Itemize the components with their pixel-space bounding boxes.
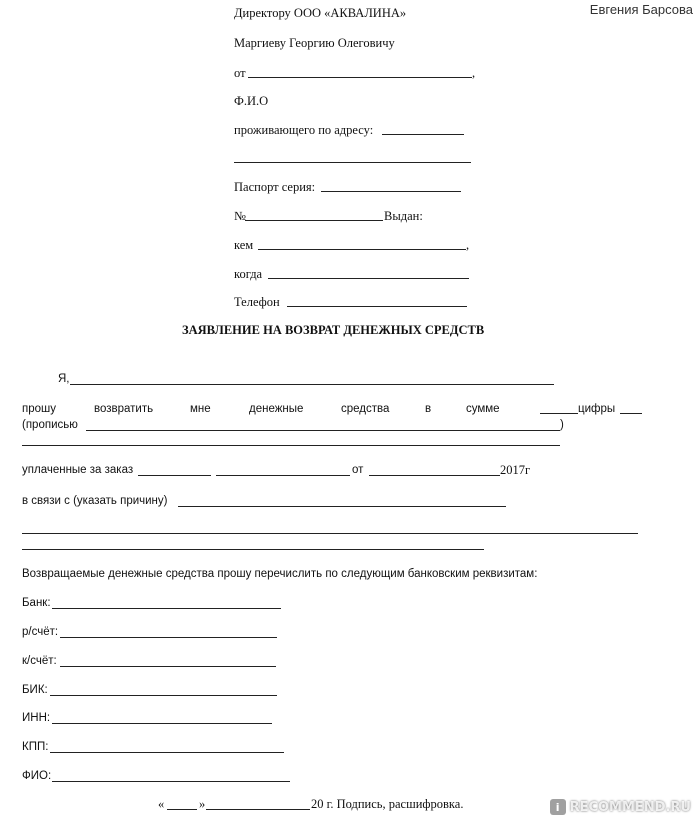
bik-label: БИК:: [22, 684, 48, 696]
by-whom-comma: ,: [466, 238, 470, 252]
recommend-logo-icon: i: [550, 799, 566, 815]
order-number-line: [138, 475, 211, 476]
addressee-director: Директору ООО «АКВАЛИНА»: [234, 6, 407, 20]
phone-label: Телефон: [234, 295, 280, 309]
footer-signature-text: 20 г. Подпись, расшифровка.: [311, 797, 464, 811]
i-label: Я,: [58, 373, 70, 385]
inn-line: [52, 723, 272, 724]
author-name[interactable]: Евгения Барсова: [589, 2, 693, 17]
by-whom-label: кем: [234, 238, 254, 252]
from-comma: ,: [472, 66, 476, 80]
watermark-text: RECOMMEND.RU: [569, 799, 691, 815]
when-label: когда: [234, 267, 263, 281]
bank-label: Банк:: [22, 597, 51, 609]
address-label: проживающего по адресу:: [234, 123, 374, 137]
from-line: [248, 77, 472, 78]
kpp-label: КПП:: [22, 741, 49, 753]
address-line-1: [382, 134, 464, 135]
order-line-2: [216, 475, 350, 476]
reason-line-3: [22, 549, 484, 550]
from-label: от: [234, 66, 246, 80]
footer-day-line: [167, 809, 197, 810]
corr-account-line: [60, 666, 276, 667]
request-word-7: сумме: [466, 403, 500, 415]
paid-label: уплаченные за заказ: [22, 464, 134, 476]
number-label: №: [234, 209, 246, 223]
digits-tail-line: [620, 413, 642, 414]
bik-line: [50, 695, 277, 696]
amount-digits-line: [540, 413, 578, 414]
kpp-line: [50, 752, 284, 753]
reason-line-1: [178, 506, 506, 507]
request-word-4: денежные: [249, 403, 304, 415]
account-label: р/счёт:: [22, 626, 59, 638]
date-from-label: от: [352, 464, 364, 476]
fio-label: Ф.И.О: [234, 94, 269, 108]
in-words-close: ): [560, 419, 564, 431]
in-words-label: (прописью: [22, 419, 78, 431]
request-word-6: в: [425, 403, 432, 415]
passport-series-line: [321, 191, 461, 192]
footer-close-quote: »: [199, 797, 206, 811]
inn-label: ИНН:: [22, 712, 51, 724]
account-line: [60, 637, 277, 638]
request-word-5: средства: [341, 403, 390, 415]
year-label: 2017г: [500, 463, 531, 477]
footer-month-line: [206, 809, 310, 810]
corr-account-label: к/счёт:: [22, 655, 57, 667]
watermark: [550, 799, 691, 815]
bank-fio-label: ФИО:: [22, 770, 52, 782]
phone-line: [287, 306, 467, 307]
name-line: [70, 384, 554, 385]
footer-open-quote: «: [158, 797, 165, 811]
document-title: ЗАЯВЛЕНИЕ НА ВОЗВРАТ ДЕНЕЖНЫХ СРЕДСТВ: [182, 323, 485, 337]
request-word-2: возвратить: [94, 403, 154, 415]
address-line-2: [234, 162, 471, 163]
bank-line: [52, 608, 281, 609]
bank-fio-line: [52, 781, 290, 782]
digits-label: цифры: [578, 403, 616, 415]
by-whom-line: [258, 249, 466, 250]
in-words-line: [86, 430, 560, 431]
in-words-line-2: [22, 445, 560, 446]
issued-label: Выдан:: [384, 209, 423, 223]
request-word-1: прошу: [22, 403, 56, 415]
reason-label: в связи с (указать причину): [22, 495, 168, 507]
reason-line-2: [22, 533, 638, 534]
passport-label: Паспорт серия:: [234, 180, 316, 194]
date-line: [369, 475, 500, 476]
passport-number-line: [245, 220, 383, 221]
addressee-name: Маргиеву Георгию Олеговичу: [234, 36, 395, 50]
when-line: [268, 278, 469, 279]
bank-intro: Возвращаемые денежные средства прошу перечислить по следующим банковским реквизитам:: [22, 568, 538, 580]
request-word-3: мне: [190, 403, 211, 415]
